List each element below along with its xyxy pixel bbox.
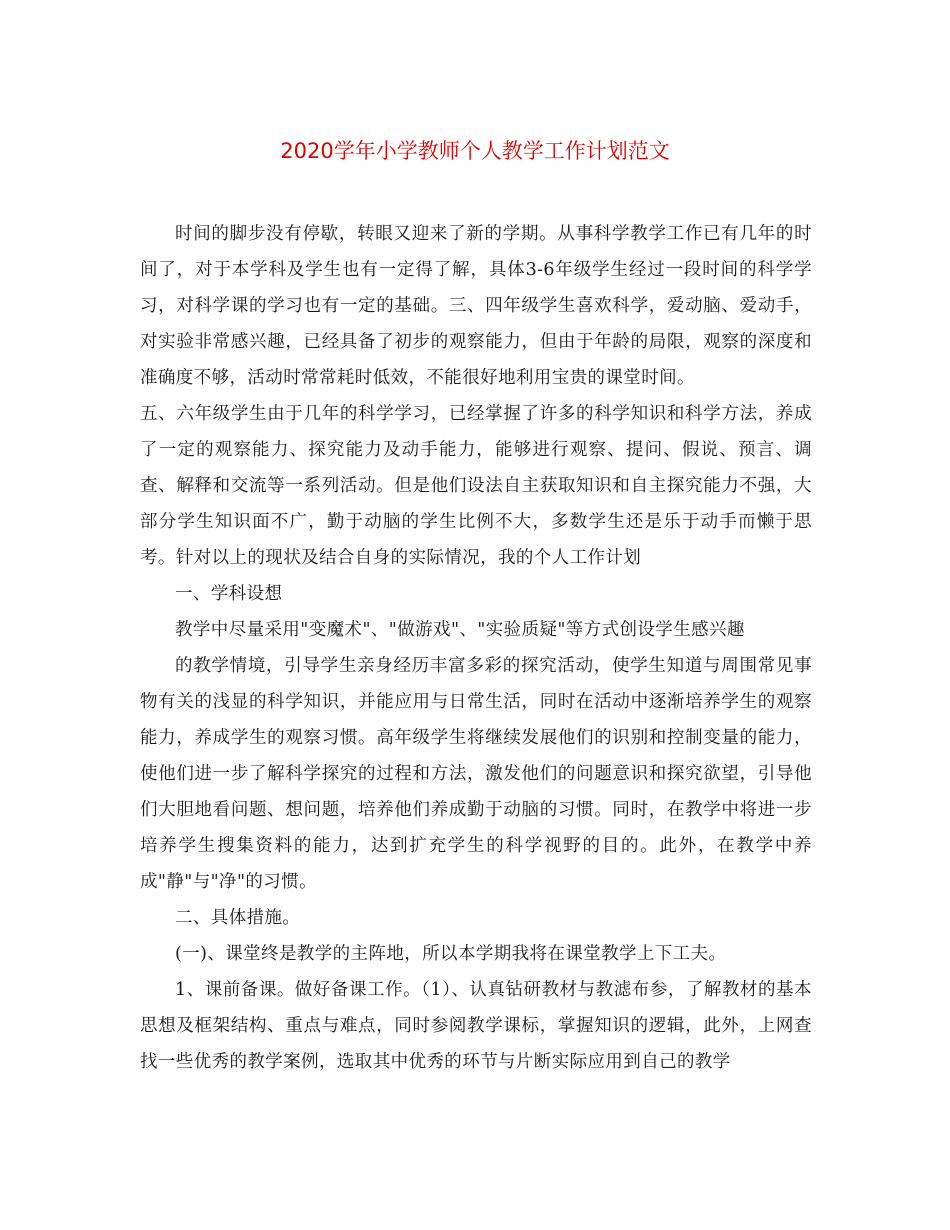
paragraph: 1、课前备课。做好备课工作。（1）、认真钻研教材与教滤布参，了解教材的基本思想及框架结构、重点与难点，同时参阅教学课标，掌握知识的逻辑，此外，上网查找一些优秀的教学案例，选取其中优秀的环节与片断实际应用到自己的教学 [140, 980, 812, 1072]
paragraph: (一)、课堂终是教学的主阵地，所以本学期我将在课堂教学上下工夫。 [175, 944, 727, 964]
document-body [140, 216, 812, 1080]
paragraph: 教学中尽量采用"变魔术"、"做游戏"、"实验质疑"等方式创设学生感兴趣 [175, 620, 745, 640]
paragraph: 的教学情境，引导学生亲身经历丰富多彩的探究活动，使学生知道与周围常见事物有关的浅显的科学知识，并能应用与日常生活，同时在活动中逐渐培养学生的观察能力，养成学生的观察习惯。高年级学生将继续发展他们的识别和控制变量的能力，使他们进一步了解科学探究的过程和方法，激发他们的问题意识和探究欲望，引导他们大胆地看问题、想问题，培养他们养成勤于动脑的习惯。同时，在教学中将进一步培养学生搜集资料的能力，达到扩充学生的科学视野的目的。此外，在教学中养成"静"与"净"的习惯。 [140, 656, 812, 892]
section-heading: 一、学科设想 [175, 584, 283, 604]
document-title: 2020学年小学教师个人教学工作计划范文 [280, 139, 670, 163]
section-heading: 二、具体措施。 [175, 908, 301, 928]
paragraph: 五、六年级学生由于几年的科学学习，已经掌握了许多的科学知识和科学方法，养成了一定的观察能力、探究能力及动手能力，能够进行观察、提问、假说、预言、调查、解释和交流等一系列活动。但是他们设法自主获取知识和自主探究能力不强，大部分学生知识面不广，勤于动脑的学生比例不大，多数学生还是乐于动手而懒于思考。针对以上的现状及结合自身的实际情况，我的个人工作计划 [140, 404, 812, 568]
paragraph: 时间的脚步没有停歇，转眼又迎来了新的学期。从事科学教学工作已有几年的时间了，对于本学科及学生也有一定得了解，具体3-6年级学生经过一段时间的科学学习，对科学课的学习也有一定的基础。三、四年级学生喜欢科学，爱动脑、爱动手，对实验非常感兴趣，已经具备了初步的观察能力，但由于年龄的局限，观察的深度和准确度不够，活动时常常耗时低效，不能很好地利用宝贵的课堂时间。 [140, 224, 812, 388]
